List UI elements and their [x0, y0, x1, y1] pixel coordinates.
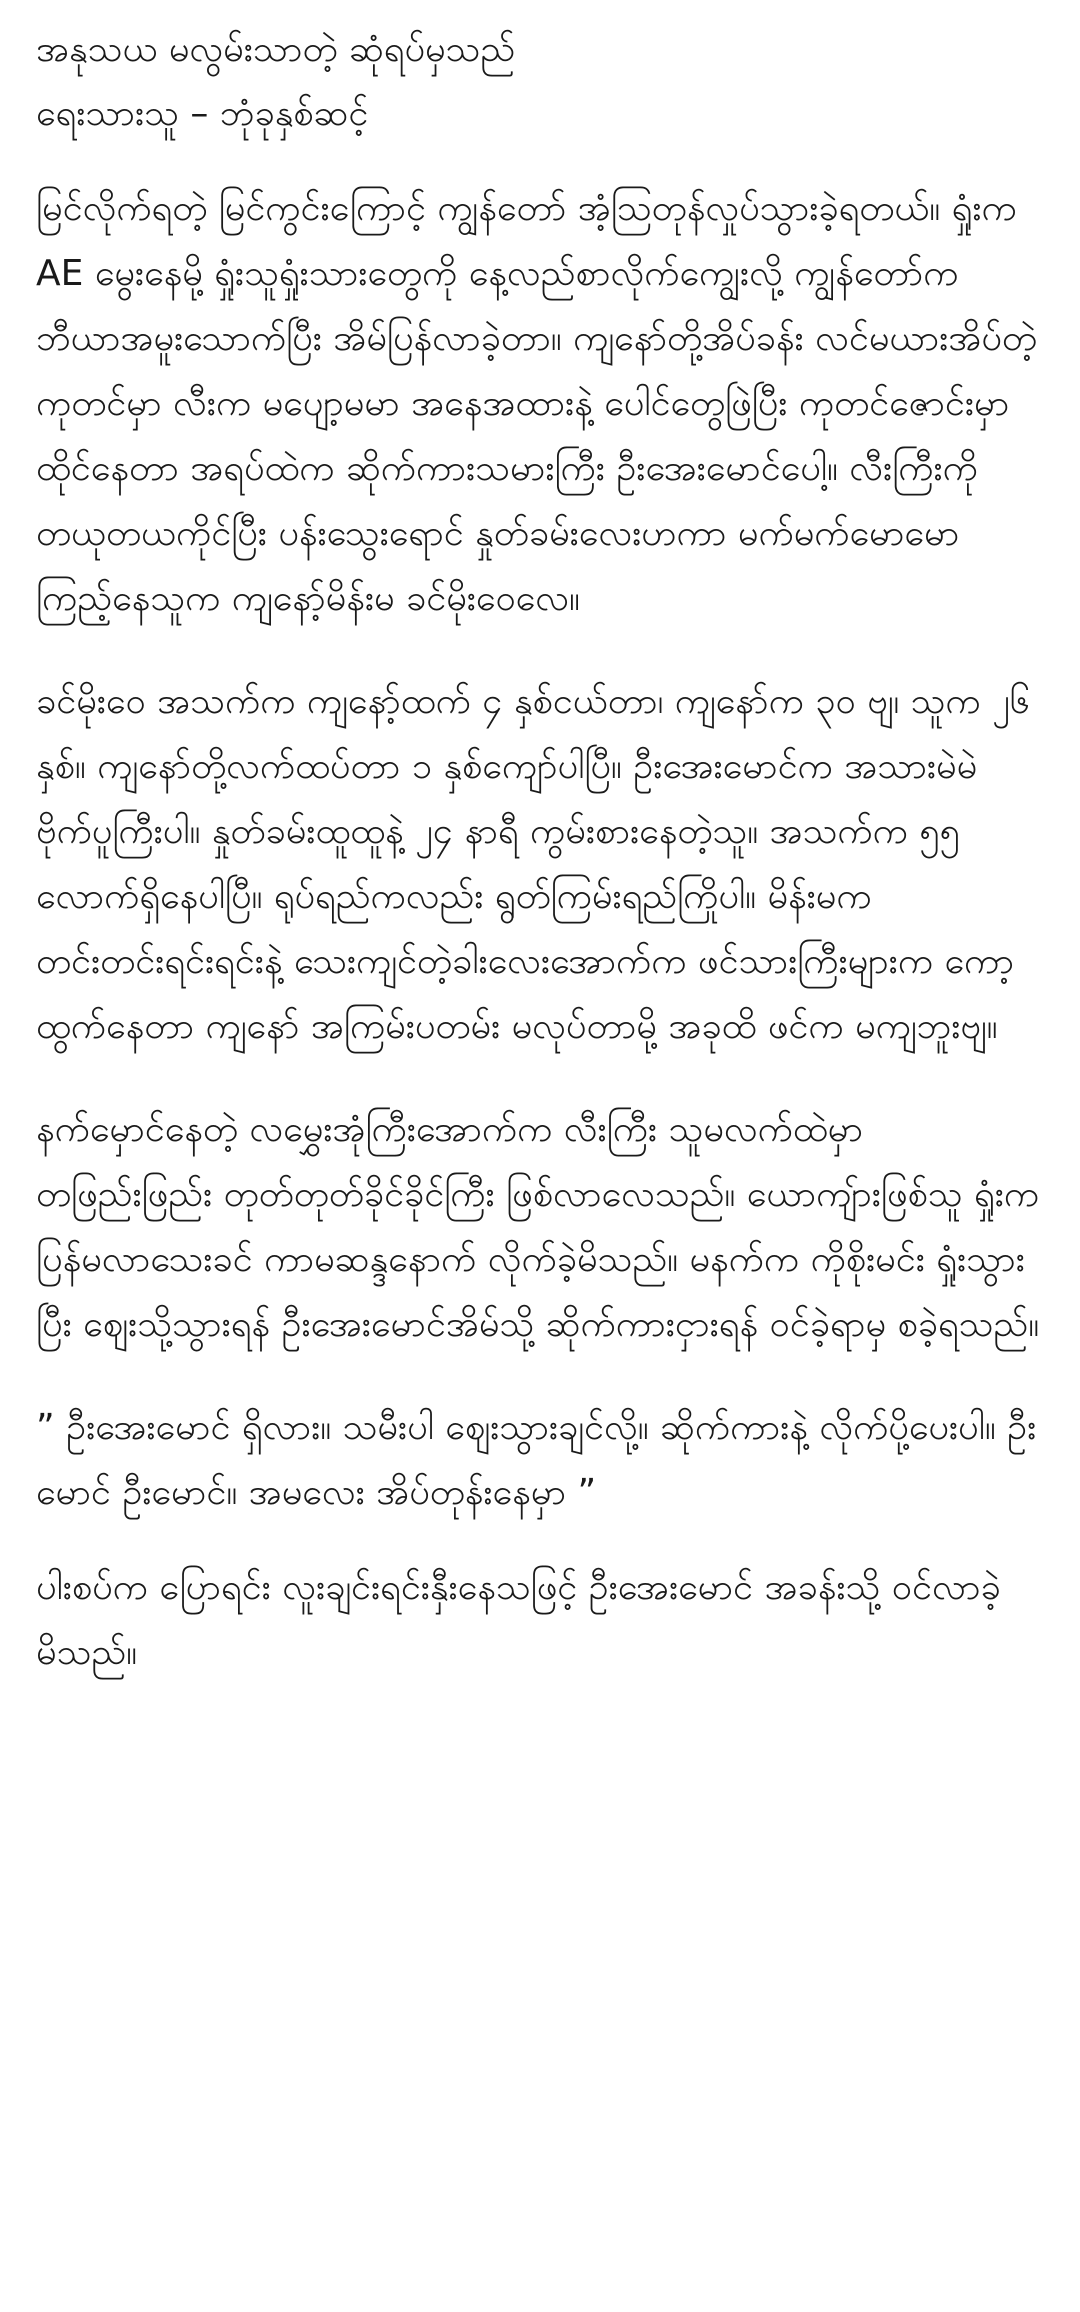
article-title: အနုသယ မလွမ်းသာတဲ့ ဆုံရပ်မှသည်: [36, 29, 516, 70]
paragraph: မြင်လိုက်ရတဲ့ မြင်ကွင်းကြောင့် ကျွန်တော် အံ့ဩတုန်လှုပ်သွားခဲ့ရတယ်။ ရှုံးက AE မွေးနေမို့ ရှုံးသူရှုံးသားတွေကို နေ့လည်စာလိုက်ကျွေးလို့ ကျွန်တော်က ဘီယာအမူးသောက်ပြီး အိမ်ပြန်လာခဲ့တာ။ ကျနော်တို့အိပ်ခန်း လင်မယားအိပ်တဲ့ကုတင်မှာ လီးက မပျော့မမာ အနေအထားနဲ့ ပေါင်တွေဖြဲပြီး ကုတင်ဇောင်းမှာ ထိုင်နေတာ အရပ်ထဲက ဆိုက်ကားသမားကြီး ဦးအေးမောင်ပေါ့။ လီးကြီးကို တယုတယကိုင်ပြီး ပန်းသွေးရောင် နှုတ်ခမ်းလေးဟကာ မက်မက်မောမော ကြည့်နေသူက ကျနော့်မိန်းမ ခင်မိုးဝေလေ။: [36, 188, 1037, 619]
dialogue-paragraph: ” ဦးအေးမောင် ရှိလား။ သမီးပါ ဈေးသွားချင်လို့။ ဆိုက်ကားနဲ့ လိုက်ပို့ပေးပါ။ ဦးမောင် ဦးမောင်။ အမလေး အိပ်တုန်းနေမှာ ”: [36, 1407, 1037, 1513]
article-author: ရေးသားသူ – ဘုံခုနှစ်ဆင့်: [36, 93, 369, 134]
paragraph: ခင်မိုးဝေ အသက်က ကျနော့်ထက် ၄ နှစ်ငယ်တာ၊ ကျနော်က ၃၀ ဗျ၊ သူက ၂၆ နှစ်။ ကျနော်တို့လက်ထပ်တာ ၁ နှစ်ကျော်ပါပြီ။ ဦးအေးမောင်က အသားမဲမဲ ဗိုက်ပူကြီးပါ။ နှုတ်ခမ်းထူထူနဲ့ ၂၄ နာရီ ကွမ်းစားနေတဲ့သူ။ အသက်က ၅၅ လောက်ရှိနေပါပြီ။ ရုပ်ရည်ကလည်း ရွတ်ကြမ်းရည်ကြိုပါ။ မိန်းမက တင်းတင်းရင်းရင်းနဲ့ သေးကျင်တဲ့ခါးလေးအောက်က ဖင်သားကြီးများက ကော့ထွက်နေတာ ကျနော် အကြမ်းပတမ်း မလုပ်တာမို့ အခုထိ ဖင်က မကျဘူးဗျ။: [36, 681, 1031, 1047]
paragraph: ပါးစပ်က ပြောရင်း လူးချင်းရင်းနှီးနေသဖြင့် ဦးအေးမောင် အခန်းသို့ ဝင်လာခဲ့မိသည်။: [36, 1567, 1001, 1673]
paragraph: နက်မှောင်နေတဲ့ လမွှေးအုံကြီးအောက်က လီးကြီး သူမလက်ထဲမှာ တဖြည်းဖြည်း တုတ်တုတ်ခိုင်ခိုင်ကြီး ဖြစ်လာလေသည်။ ယောကျ်ားဖြစ်သူ ရှုံးက ပြန်မလာသေးခင် ကာမဆန္ဒနောက် လိုက်ခဲ့မိသည်။ မနက်က ကိုစိုးမင်း ရှုံးသွားပြီး ဈေးသို့သွားရန် ဦးအေးမောင်အိမ်သို့ ဆိုက်ကားငှားရန် ဝင်ခဲ့ရာမှ စခဲ့ရသည်။: [36, 1109, 1040, 1345]
